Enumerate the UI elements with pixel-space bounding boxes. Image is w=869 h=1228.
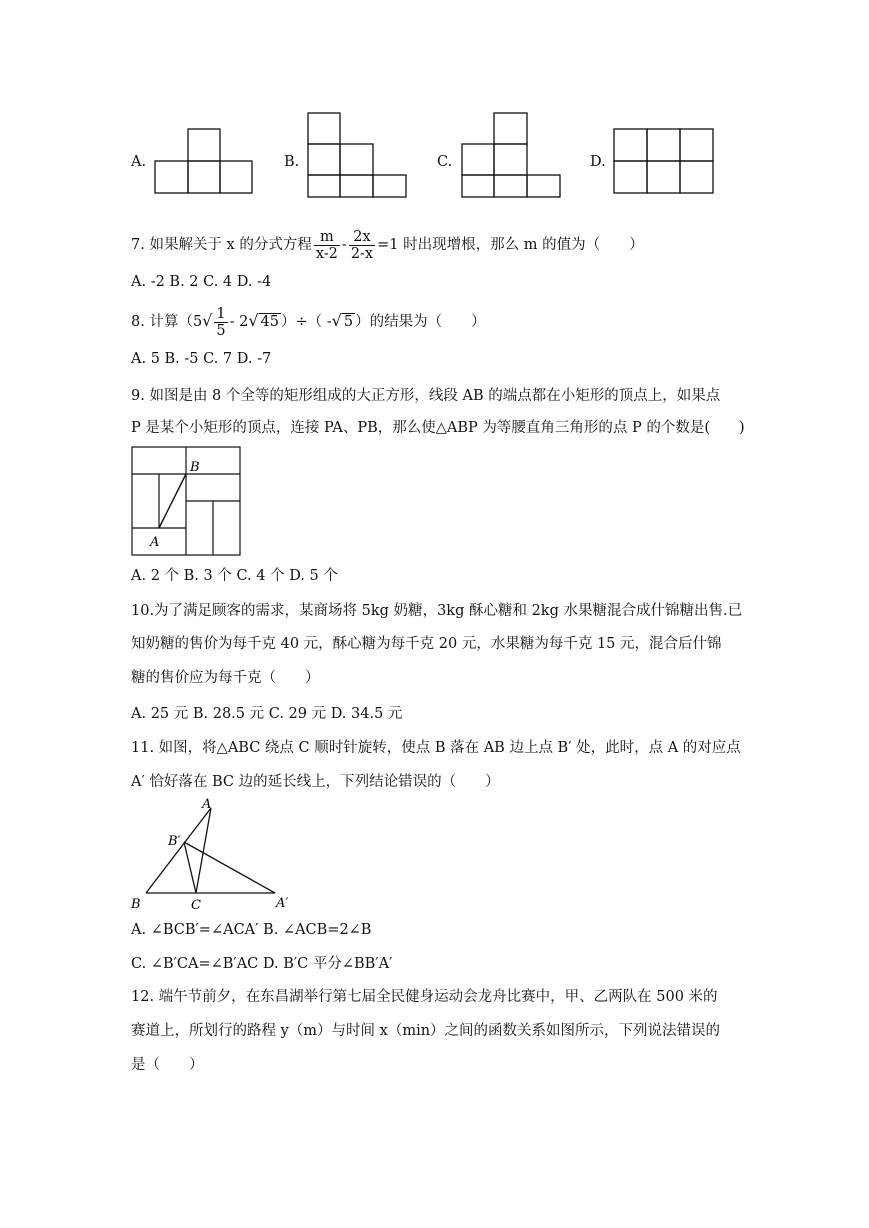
q7-fraction-1 — [314, 229, 340, 262]
q11-line-2: A′ 恰好落在 BC 边的延长线上，下列结论错误的（ ） — [131, 774, 500, 790]
q8-stem — [131, 304, 486, 339]
q10-line-2: 知奶糖的售价为每千克 40 元，酥心糖为每千克 20 元，水果糖为每千克 15 元，混合后什锦 — [131, 636, 722, 652]
q7-fraction-2 — [349, 229, 375, 262]
q11-label-c: C — [191, 898, 201, 911]
q8-frac-num: 1 — [216, 305, 226, 322]
q9-figure — [128, 444, 244, 558]
q7-stem-text: 7. 如果解关于 x 的分式方程 — [131, 237, 312, 253]
q10-line-3: 糖的售价应为每千克（ ） — [131, 670, 320, 686]
q12-line-2: 赛道上，所划行的路程 y（m）与时间 x（min）之间的函数关系如图所示，下列说法错误的 — [131, 1023, 721, 1039]
q6-option-a-label: A. — [131, 154, 147, 170]
q6-option-b-figure — [303, 109, 411, 201]
q8-stem-tail: ）的结果为（ ） — [355, 314, 486, 330]
q7-frac1-num: m — [314, 229, 340, 246]
q7-frac2-num: 2x — [349, 229, 375, 246]
q9-options: A. 2 个 B. 3 个 C. 4 个 D. 5 个 — [131, 568, 338, 584]
q6-option-d-label: D. — [590, 154, 606, 170]
q8-fraction — [214, 306, 227, 339]
q8-div: ）÷（ - — [281, 314, 332, 330]
q8-radicand-1: 45 — [260, 314, 279, 330]
q8-mid: - 2 — [229, 314, 249, 330]
radical-icon: √ — [248, 311, 259, 330]
q10-options: A. 25 元 B. 28.5 元 C. 29 元 D. 34.5 元 — [131, 706, 403, 722]
q9-label-a: A — [150, 535, 160, 550]
q7-frac1-den: x-2 — [315, 245, 338, 262]
q11-label-b: B — [131, 897, 141, 911]
q6-option-a-figure — [150, 125, 255, 197]
q11-options-1: A. ∠BCB′=∠ACA′ B. ∠ACB=2∠B — [131, 922, 372, 938]
q11-line-1: 11. 如图，将△ABC 绕点 C 顺时针旋转，使点 B 落在 AB 边上点 B′ 处，此时，点 A 的对应点 — [131, 740, 741, 756]
q6-option-b-label: B. — [284, 154, 300, 170]
q11-label-a-prime: A′ — [276, 896, 289, 911]
q11-label-b-prime: B′ — [168, 834, 181, 849]
q11-figure — [128, 795, 298, 911]
q12-line-1: 12. 端午节前夕，在东昌湖举行第七届全民健身运动会龙舟比赛中，甲、乙两队在 500 米的 — [131, 989, 718, 1005]
q8-options: A. 5 B. ‑5 C. 7 D. ‑7 — [131, 351, 272, 367]
q7-stem — [131, 228, 644, 262]
q6-option-c-label: C. — [437, 154, 453, 170]
q11-label-a: A — [202, 797, 212, 812]
q10-line-1: 10.为了满足顾客的需求，某商场将 5kg 奶糖，3kg 酥心糖和 2kg 水果糖混合成什锦糖出售.已 — [131, 603, 743, 619]
q12-line-3: 是（ ） — [131, 1057, 204, 1073]
q7-minus: - — [341, 237, 347, 253]
q8-frac-den: 5 — [216, 322, 226, 339]
q7-frac2-den: 2-x — [350, 245, 374, 262]
q7-options: A. ‑2 B. 2 C. 4 D. ‑4 — [131, 274, 272, 290]
q8-radicand-2: 5 — [343, 314, 354, 330]
q9-label-b: B — [190, 460, 200, 475]
q9-line-2: P 是某个小矩形的顶点，连接 PA、PB，那么使△ABP 为等腰直角三角形的点 P 的个数是( ) — [131, 420, 745, 436]
q6-option-d-figure — [610, 125, 718, 197]
q9-line-1: 9. 如图是由 8 个全等的矩形组成的大正方形，线段 AB 的端点都在小矩形的顶点上，如果点 — [131, 388, 721, 404]
radical-icon: √ — [331, 311, 342, 330]
q6-option-c-figure — [457, 109, 565, 201]
q8-stem-text: 8. 计算（5 — [131, 314, 203, 330]
radical-icon: √ — [202, 311, 213, 330]
q11-options-2: C. ∠B′CA=∠B′AC D. B′C 平分∠BB′A′ — [131, 956, 393, 972]
q7-stem-tail: =1 时出现增根，那么 m 的值为（ ） — [377, 237, 644, 253]
